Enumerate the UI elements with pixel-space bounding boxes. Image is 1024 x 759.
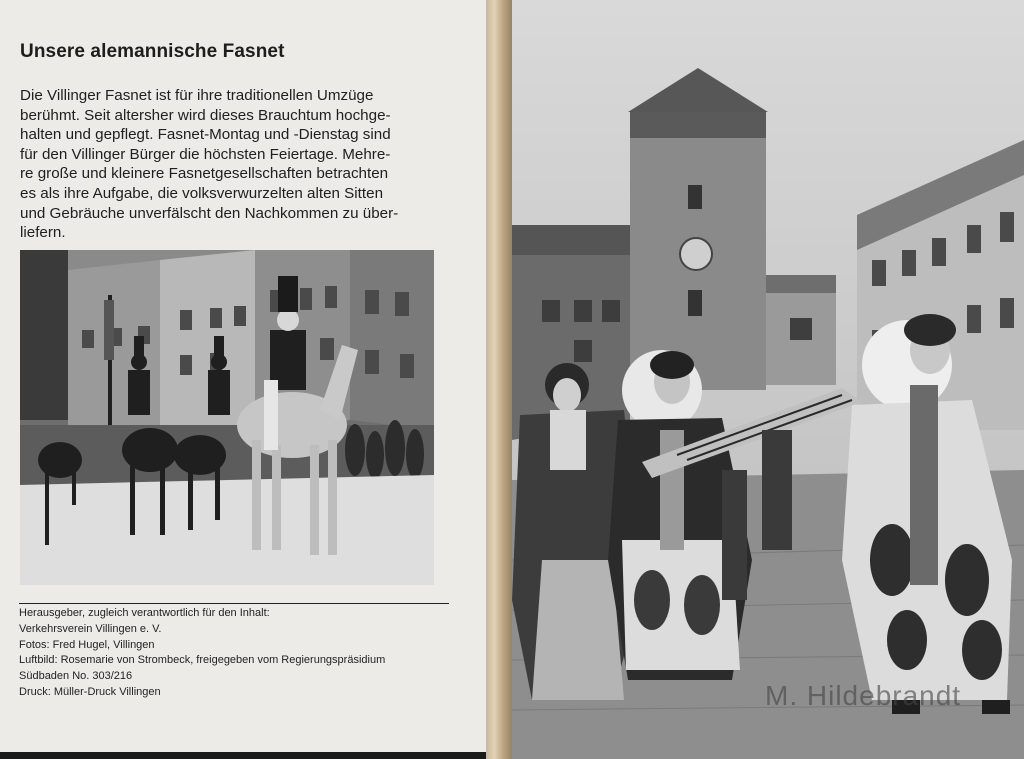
imprint-publisher-name: Verkehrsverein Villingen e. V. [19, 622, 162, 635]
right-page-photo [512, 0, 1024, 759]
parade-riders-photo [20, 250, 434, 585]
parade-riders-illustration [20, 250, 434, 585]
left-page [0, 0, 488, 752]
intro-line: liefern. [20, 224, 66, 242]
intro-line: für den Villinger Bürger die höchsten Feiertage. Mehre- [20, 145, 391, 163]
imprint-photos: Fotos: Fred Hugel, Villingen [19, 638, 155, 651]
page-gutter [486, 0, 514, 759]
intro-paragraph [20, 86, 438, 243]
intro-line: halten und gepflegt. Fasnet-Montag und -Dienstag sind [20, 126, 391, 144]
imprint-print: Druck: Müller-Druck Villingen [19, 685, 161, 698]
intro-line: berühmt. Seit altersher wird dieses Brauchtum hochge- [20, 106, 391, 124]
intro-line: und Gebräuche unverfälscht den Nachkommen zu über- [20, 204, 399, 222]
intro-line: Die Villinger Fasnet ist für ihre traditionellen Umzüge [20, 87, 374, 104]
imprint [19, 603, 449, 701]
page-title: Unsere alemannische Fasnet [20, 41, 285, 62]
imprint-aerial-photo: Luftbild: Rosemarie von Strombeck, freigegeben vom Regierungspräsidium [19, 654, 386, 667]
imprint-publisher: Herausgeber, zugleich verantwortlich für den Inhalt: [19, 607, 270, 619]
fasnet-narren-illustration [512, 0, 1024, 759]
intro-line: es als ihre Aufgabe, die volksverwurzelten alten Sitten [20, 184, 384, 202]
watermark: M. Hildebrandt [765, 680, 962, 711]
imprint-aerial-approval: Südbaden No. 303/216 [19, 670, 133, 683]
intro-line: re große und kleinere Fasnetgesellschaften betrachten [20, 165, 389, 183]
